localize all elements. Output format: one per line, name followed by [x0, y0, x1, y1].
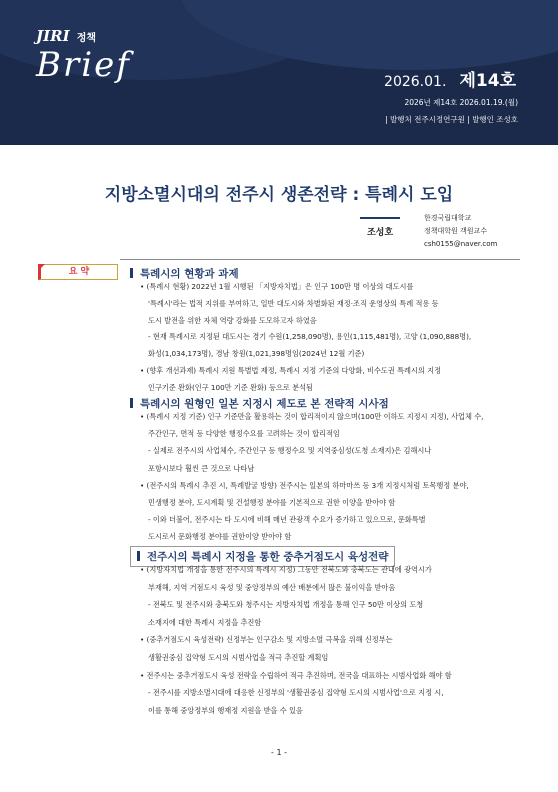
- summary-line: '특례시'라는 법적 지위를 부여하고, 일반 대도시와 차별화된 재정·조직 운영상의 특례 적용 등: [148, 298, 439, 308]
- author-info: [424, 212, 497, 251]
- summary-line: • 전주시는 중추거점도시 육성 전략을 수립하여 적극 추진하며, 전국을 대표하는 시범사업화 해야 함: [140, 670, 452, 680]
- publisher-line: | 발행처 전주시정연구원 | 발행인 조성호: [385, 115, 518, 124]
- summary-line: 도시 발전을 위한 자체 역량 강화를 도모하고자 하였음: [148, 315, 317, 325]
- author-email: csh0155@naver.com: [424, 240, 498, 248]
- jiri-brief-logo: [36, 26, 131, 85]
- summary-line: 이를 통해 중앙정부의 행재정 지원을 받을 수 있음: [148, 705, 303, 715]
- summary-line: • (향후 개선과제) 특례시 지원 특별법 제정, 특례시 지정 기준의 다양화, 비수도권 특례시의 지정: [140, 366, 442, 375]
- section-heading-3: [130, 546, 395, 567]
- page-number: - 1 -: [271, 748, 287, 757]
- summary-line: 도시로서 문화행정 분야를 권한이양 받아야 함: [148, 532, 292, 542]
- summary-line: - 전북도 및 전주시와 충북도와 청주시는 지방자치법 개정을 통해 인구 50만 이상의 도청: [148, 600, 424, 610]
- document-title: 지방소멸시대의 전주시 생존전략 : 특례시 도입: [104, 185, 454, 205]
- section-heading-1: [130, 266, 239, 281]
- summary-line: • (중추거점도시 육성전략) 신정부는 인구감소 및 지방소멸 극복을 위해 신정부는: [140, 635, 393, 645]
- logo-policy-text: 정책: [76, 33, 97, 44]
- author-affiliation-2: 정책대학원 객원교수: [424, 227, 488, 235]
- summary-line: • (지방자치법 개정을 통한 전주시의 특례시 지정) 그동안 전북도와 충북도는 관내에 광역시가: [140, 565, 432, 574]
- author-name: 조성호: [360, 217, 400, 238]
- summary-label-text: 요 약: [68, 267, 90, 277]
- summary-line: 부재해, 지역 거점도시 육성 및 중앙정부의 예산 배분에서 많은 불이익을 받아옴: [148, 582, 396, 592]
- summary-line: 화성(1,034,173명), 경남 창원(1,021,398명임(2024년 12월 기준): [148, 349, 365, 359]
- author-affiliation-1: 한경국립대학교: [424, 214, 472, 222]
- publication-date-line: 2026년 제14호 2026.01.19.(월): [404, 98, 518, 107]
- section-heading-marker: [130, 268, 133, 278]
- summary-line: • (전주시의 특례시 추진 시, 특례발굴 방향) 전주시는 일본의 하마마쓰 등 3개 지정시처럼 토목행정 분야,: [140, 480, 469, 490]
- summary-line: • (특례시 지정 기준) 인구 기준만을 활용하는 것이 합리적이지 않으며(100만 이하도 지정시 지정), 사업체 수,: [140, 412, 484, 421]
- section-heading-2: [130, 396, 389, 411]
- section-heading-marker: [130, 398, 133, 408]
- summary-triangle-mark: [39, 264, 45, 270]
- summary-line: - 실제로 전주시의 사업체수, 주간인구 등 행정수요 및 지역중심성(도청 소재지)은 김해시나: [148, 446, 432, 456]
- summary-label: [38, 264, 118, 280]
- section-heading-text: 특례시의 원형인 일본 지정시 제도로 본 전략적 시사점: [140, 398, 389, 410]
- issue-date: 2026.01.: [384, 74, 447, 90]
- header-banner: [0, 0, 558, 145]
- section-heading-text: 전주시의 특례시 지정을 통한 중추거점도시 육성전략: [147, 551, 389, 563]
- section-heading-text: 특례시의 현황과 과제: [140, 268, 239, 280]
- logo-jiri-text: JIRI: [36, 27, 70, 45]
- summary-line: 포항시보다 훨씬 큰 것으로 나타남: [148, 463, 255, 473]
- summary-line: 민생행정 분야, 도시계획 및 건설행정 분야를 기본적으로 권한 이양을 받아야 함: [148, 498, 396, 507]
- summary-line: - 현재 특례시로 지정된 대도시는 경기 수원(1,258,090명), 용인(1,115,481명), 고양 (1,090,888명),: [148, 332, 472, 342]
- issue-number: 제14호: [459, 71, 516, 91]
- summary-line: 주간인구, 면적 등 다양한 행정수요를 고려하는 것이 합리적임: [148, 429, 340, 439]
- summary-line: 생활권중심 집약형 도시의 시범사업을 적극 추진할 계획임: [148, 653, 329, 662]
- issue-info: [384, 66, 516, 91]
- summary-line: 인구기준 완화(인구 100만 기준 완화) 등으로 분석됨: [148, 382, 313, 392]
- summary-line: 소재지에 대한 특례시 지정을 추진함: [148, 617, 262, 627]
- section-heading-marker: [137, 551, 140, 561]
- section-divider: [120, 259, 520, 260]
- logo-brief-text: Brief: [36, 45, 131, 85]
- summary-line: - 이와 더불어, 전주시는 타 도시에 비해 매년 관광객 수요가 증가하고 있으므로, 문화특별: [148, 515, 426, 525]
- summary-line: • (특례시 현황) 2022년 1월 시행된 「지방자치법」은 인구 100만 명 이상의 대도시를: [140, 282, 414, 291]
- summary-line: - 전주시를 지방소멸시대에 대응한 신정부의 '생활권중심 집약형 도시의 시범사업'으로 지정 시,: [148, 688, 444, 698]
